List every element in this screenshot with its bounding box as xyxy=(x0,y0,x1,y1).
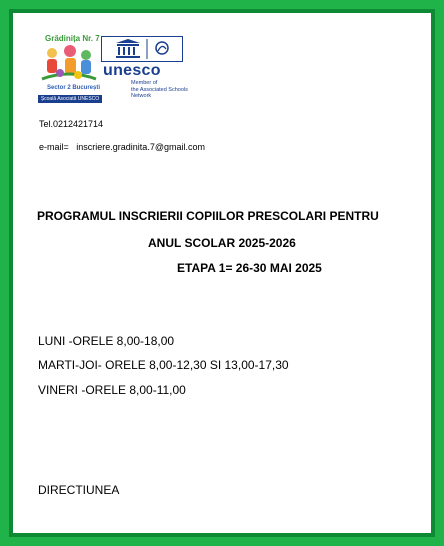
schedule-line-friday: VINERI -ORELE 8,00-11,00 xyxy=(38,383,186,397)
schedule-line-tue-thu: MARTI-JOI- ORELE 8,00-12,30 SI 13,00-17,30 xyxy=(38,358,289,372)
heading-line-1: PROGRAMUL INSCRIERII COPIILOR PRESCOLARI PENTRU xyxy=(37,209,379,223)
phone-line: Tel.0212421714 xyxy=(39,119,104,129)
schedule-line-monday: LUNI -ORELE 8,00-18,00 xyxy=(38,334,175,348)
email-label: e-mail= xyxy=(39,142,69,152)
unesco-temple-icon xyxy=(102,37,182,61)
kindergarten-logo-sector: Sector 2 București xyxy=(47,85,101,91)
kindergarten-logo-title: Grădinița Nr. 7 xyxy=(45,34,100,43)
email-value: inscriere.gradinita.7@gmail.com xyxy=(76,142,205,152)
signature: DIRECTIUNEA xyxy=(38,483,120,497)
unesco-logo-name: unesco xyxy=(103,62,161,79)
heading-line-2: ANUL SCOLAR 2025-2026 xyxy=(148,236,296,250)
unesco-logo-subtitle: Member of the Associated Schools Network xyxy=(131,80,188,99)
heading-line-3: ETAPA 1= 26-30 MAI 2025 xyxy=(177,261,322,275)
kindergarten-logo-banner: Școală Asociată UNESCO xyxy=(38,95,102,103)
kindergarten-logo xyxy=(36,29,102,105)
unesco-logo-frame xyxy=(101,36,183,62)
email-line xyxy=(39,142,205,152)
